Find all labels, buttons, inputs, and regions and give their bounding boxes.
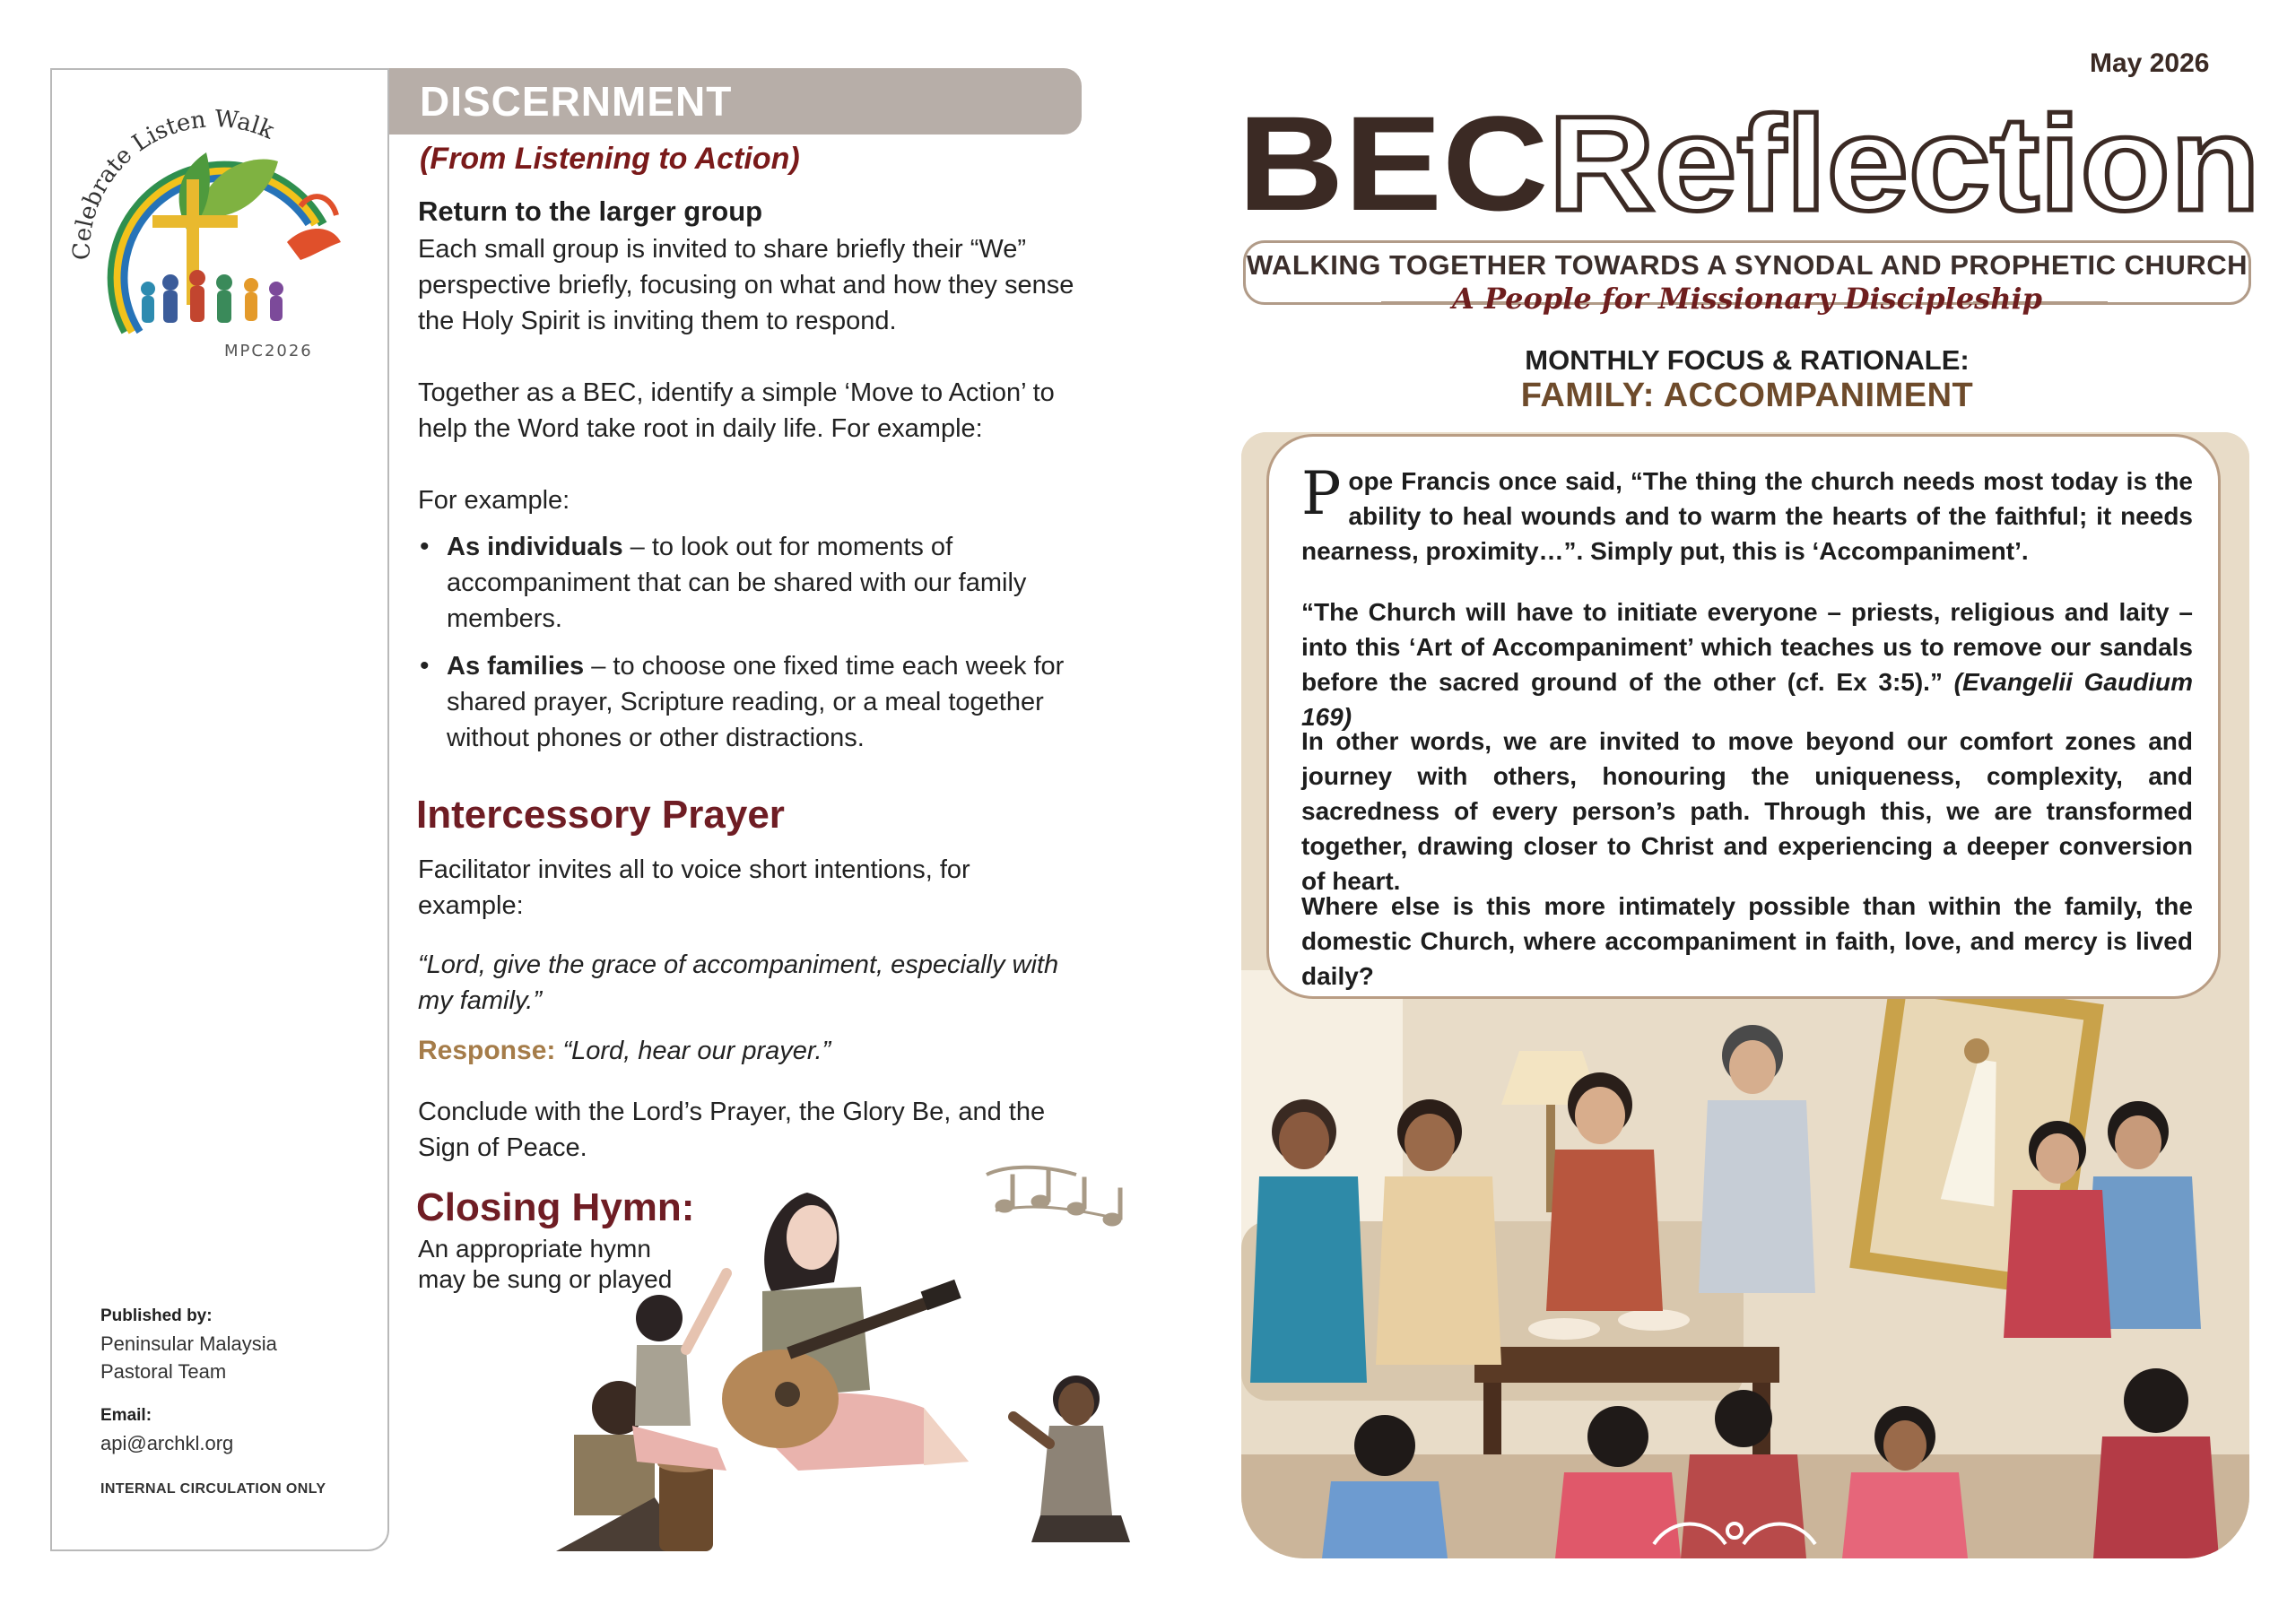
child-figure (632, 1273, 726, 1471)
intro-quote: “The Church will have to initiate everyone – priests, religious and laity – into this ‘Art of Accompaniment’ which teaches us to remove our sandals before the sacred ground of the other (cf. Ex 3:5).” (1301, 598, 2193, 696)
response-line (418, 1033, 1064, 1069)
tagline: WALKING TOGETHER TOWARDS A SYNODAL AND PROPHETIC CHURCH (1247, 249, 2248, 281)
tagline-sub-wrap (1243, 282, 2251, 319)
svg-text:Celebrate Listen Walk: Celebrate Listen Walk (68, 105, 278, 261)
bullet-text: – to look out for moments of accompaniment that can be shared with our family members. (447, 533, 1027, 633)
discernment-title: DISCERNMENT (420, 78, 733, 125)
svg-text:MPC2026: MPC2026 (224, 342, 313, 360)
return-heading: Return to the larger group (418, 195, 763, 227)
intro-paragraph-4: Where else is this more intimately possible than within the family, the domestic Church, where accompaniment in faith, love, and mercy is lived daily? (1301, 892, 2193, 990)
response-label: Response: (418, 1036, 556, 1065)
monthly-focus-heading: MONTHLY FOCUS & RATIONALE: (1525, 344, 1970, 376)
published-by-line-2: Pastoral Team (100, 1360, 227, 1383)
list-item (418, 648, 1100, 756)
action-bullet-list (418, 529, 1100, 768)
music-illustration (502, 1139, 1148, 1569)
closing-hymn-heading: Closing Hymn: (416, 1185, 695, 1229)
internal-circulation-note: INTERNAL CIRCULATION ONLY (100, 1481, 326, 1497)
clapping-child-figure (1013, 1376, 1130, 1542)
tagline-sub: A People for Missionary Discipleship (1452, 282, 2042, 316)
closing-hymn-text: An appropriate hymn may be sung or played (418, 1235, 673, 1293)
intro-citation: (Evangelii Gaudium 169) (1301, 668, 2193, 731)
music-notes-icon (987, 1167, 1122, 1226)
intro-paragraph-2 (1301, 595, 2193, 734)
intro-paragraph-1-text: ope Francis once said, “The thing the church needs most today is the ability to heal wounds and to warm the hearts of the faithful; it needs nearness, proximity…”. Simply put, this is ‘Accompaniment’. (1301, 467, 2193, 565)
conclude-paragraph: Conclude with the Lord’s Prayer, the Glory Be, and the Sign of Peace. (418, 1098, 1046, 1162)
svg-text:BECReflection: BEC Reflection (1238, 88, 2199, 230)
intercessory-heading: Intercessory Prayer (416, 793, 785, 837)
response-text: “Lord, hear our prayer.” (562, 1037, 831, 1065)
intro-paragraph-1 (1301, 459, 2193, 568)
masthead-title (1238, 86, 2260, 230)
issue-date: May 2026 (2090, 48, 2210, 78)
intention-quote: “Lord, give the grace of accompaniment, especially with my family.” (418, 950, 1059, 1015)
published-by-label: Published by: (100, 1306, 213, 1325)
together-paragraph: Together as a BEC, identify a simple ‘Move to Action’ to help the Word take root in daily life. For example: (418, 378, 1055, 443)
intercessory-paragraph: Facilitator invites all to voice short intentions, for example: (418, 855, 970, 920)
mpc2026-logo (63, 90, 377, 386)
drop-cap: P (1301, 459, 1342, 528)
publisher-info (100, 1302, 387, 1503)
email-link[interactable]: api@archkl.org (100, 1432, 234, 1454)
intro-card (1266, 434, 2221, 999)
return-paragraph: Each small group is invited to share briefly their “We” perspective briefly, focusing on what and how they sense the Holy Spirit is inviting them to respond. (418, 235, 1074, 335)
email-label: Email: (100, 1406, 152, 1425)
published-by-line-1: Peninsular Malaysia (100, 1332, 277, 1355)
bullet-bold: As families (447, 652, 585, 681)
discernment-subtitle: (From Listening to Action) (420, 142, 800, 176)
monthly-focus-theme: FAMILY: ACCOMPANIMENT (1520, 377, 1974, 414)
for-example-label: For example: (418, 486, 570, 515)
bullet-text: – to choose one fixed time each week for shared prayer, Scripture reading, or a meal together without phones or other distractions. (447, 652, 1065, 752)
list-item (418, 529, 1100, 637)
intro-paragraph-3: In other words, we are invited to move beyond our comfort zones and journey with others, honouring the uniqueness, complexity, and sacredness of every person’s path. Through this, we are transformed together, drawing closer to Christ and experiencing a deeper conversion of heart. (1301, 727, 2193, 895)
bullet-bold: As individuals (447, 533, 623, 561)
guitarist-figure (722, 1193, 969, 1471)
